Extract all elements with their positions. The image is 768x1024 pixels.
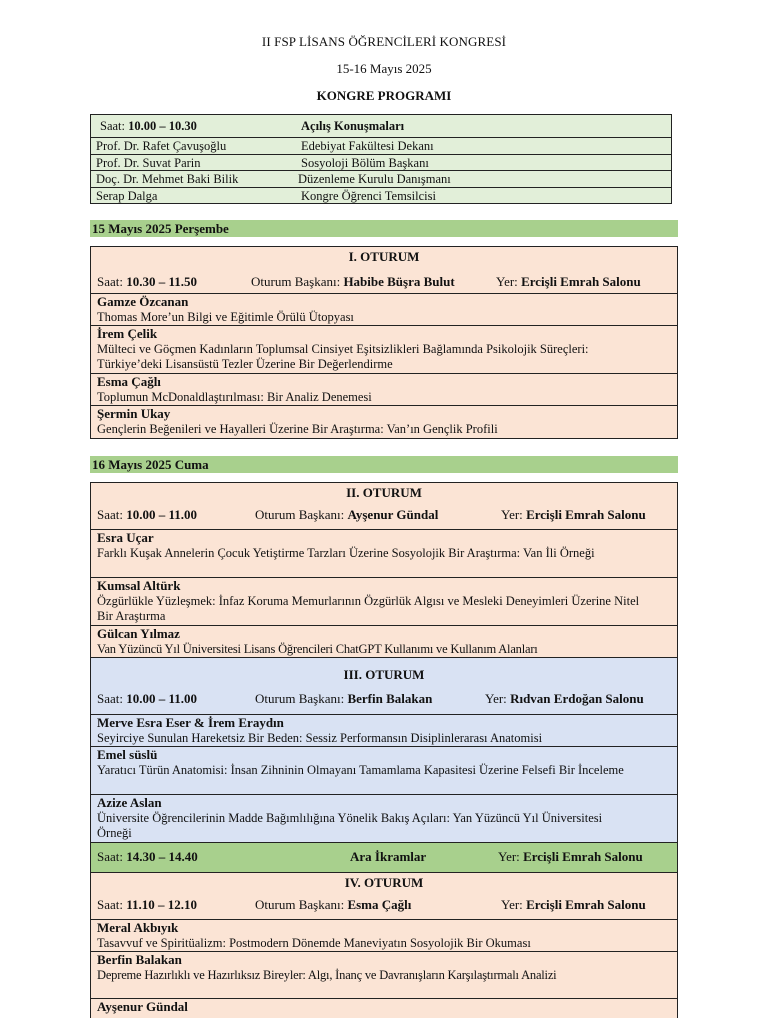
paper-author: Esma Çağlı xyxy=(97,374,161,389)
break-time: 14.30 – 14.40 xyxy=(126,849,198,864)
speaker-row xyxy=(91,154,671,171)
session-time: 10.30 – 11.50 xyxy=(126,274,198,289)
session-meta xyxy=(91,682,677,714)
session-1 xyxy=(90,246,678,439)
time-label: Saat: xyxy=(97,691,123,706)
session-title: I. OTURUM xyxy=(348,249,420,264)
session-meta xyxy=(91,266,677,293)
session-title: IV. OTURUM xyxy=(344,875,424,890)
paper-title: Üniversite Öğrencilerinin Madde Bağımlılığına Yönelik Bakış Açıları: Yan Yüzüncü Yıl Üniversitesi Örneği xyxy=(97,810,603,840)
paper-item xyxy=(91,405,677,437)
time-label: Saat: xyxy=(100,119,125,133)
speaker-role: Düzenleme Kurulu Danışmanı xyxy=(298,172,451,186)
day-bar-2: 16 Mayıs 2025 Cuma xyxy=(90,456,678,473)
place-label: Yer: xyxy=(501,507,523,522)
speaker-role: Kongre Öğrenci Temsilcisi xyxy=(301,188,436,203)
chair-label: Oturum Başkanı: xyxy=(255,507,345,522)
session-title: III. OTURUM xyxy=(343,667,425,682)
break-row xyxy=(91,842,677,872)
session-chair: Berfin Balakan xyxy=(347,691,433,706)
paper-item xyxy=(91,998,677,1018)
speaker-name: Prof. Dr. Rafet Çavuşoğlu xyxy=(96,139,227,153)
speaker-name: Prof. Dr. Suvat Parin xyxy=(96,155,201,170)
session-chair: Ayşenur Gündal xyxy=(347,507,439,522)
chair-label: Oturum Başkanı: xyxy=(251,274,341,289)
paper-title: Depreme Hazırlıklı ve Hazırlıksız Bireyler: Algı, İnanç ve Davranışların Karşılaştırmalı Analizi xyxy=(97,967,557,982)
session-chair: Habibe Büşra Bulut xyxy=(343,274,455,289)
paper-title: Farklı Kuşak Annelerin Çocuk Yetiştirme Tarzları Üzerine Sosyolojik Bir Araştırma: Van İli Örneği xyxy=(97,545,595,560)
session-place: Ercişli Emrah Salonu xyxy=(526,507,646,522)
speaker-role: Edebiyat Fakültesi Dekanı xyxy=(301,139,434,153)
speaker-row xyxy=(91,187,671,204)
paper-author: Berfin Balakan xyxy=(97,952,182,967)
break-meta xyxy=(91,843,677,871)
session-2 xyxy=(91,483,677,657)
paper-title: Seyirciye Sunulan Hareketsiz Bir Beden: Sessiz Performansın Disiplinlerarası Anatomisi xyxy=(97,730,543,745)
paper-author: Ayşenur Gündal xyxy=(97,999,188,1014)
time-label: Saat: xyxy=(97,849,123,864)
paper-title: Yaratıcı Türün Anatomisi: İnsan Zihninin Olmayanı Tamamlama Kapasitesi Üzerine Felsefi Bir İnceleme xyxy=(97,762,624,777)
paper-author: Meral Akbıyık xyxy=(97,920,179,935)
paper-title: Özgürlükle Yüzleşmek: İnfaz Koruma Memurlarının Özgürlük Algısı ve Mesleki Deneyimleri Üzerine Nitel Bir Araştırma xyxy=(97,593,640,623)
paper-author: Emel süslü xyxy=(97,747,158,762)
place-label: Yer: xyxy=(498,849,520,864)
paper-author: İrem Çelik xyxy=(97,326,158,341)
paper-author: Gülcan Yılmaz xyxy=(97,626,180,641)
session-time: 11.10 – 12.10 xyxy=(126,897,198,912)
session-place: Rıdvan Erdoğan Salonu xyxy=(510,691,644,706)
chair-label: Oturum Başkanı: xyxy=(255,897,345,912)
time-label: Saat: xyxy=(97,507,123,522)
paper-item xyxy=(91,794,677,842)
paper-title: Gençlerin Beğenileri ve Hayalleri Üzerine Bir Araştırma: Van’ın Gençlik Profili xyxy=(97,421,498,436)
paper-title: Thomas More’un Bilgi ve Eğitimle Örülü Ütopyası xyxy=(97,309,354,324)
paper-title: Toplumun McDonaldlaştırılması: Bir Analiz Denemesi xyxy=(97,389,372,404)
place-label: Yer: xyxy=(496,274,518,289)
session-meta xyxy=(91,502,677,529)
paper-author: Esra Uçar xyxy=(97,530,154,545)
paper-item xyxy=(91,529,677,577)
session-place: Ercişli Emrah Salonu xyxy=(526,897,646,912)
paper-item xyxy=(91,625,677,657)
paper-title: Tasavvuf ve Spiritüalizm: Postmodern Dönemde Maneviyatın Sosyolojik Bir Okuması xyxy=(97,935,531,950)
speaker-row xyxy=(91,137,671,154)
session-3 xyxy=(91,657,677,842)
session-chair: Esma Çağlı xyxy=(347,897,412,912)
session-time: 10.00 – 11.00 xyxy=(126,691,198,706)
opening-header-row xyxy=(91,115,671,137)
time-label: Saat: xyxy=(97,274,123,289)
opening-time: 10.00 – 10.30 xyxy=(128,119,197,133)
session-4 xyxy=(91,872,677,1018)
place-label: Yer: xyxy=(501,897,523,912)
break-place: Ercişli Emrah Salonu xyxy=(523,849,643,864)
session-meta xyxy=(91,892,677,919)
speaker-role: Sosyoloji Bölüm Başkanı xyxy=(301,155,429,170)
paper-author: Kumsal Altürk xyxy=(97,578,181,593)
time-label: Saat: xyxy=(97,897,123,912)
congress-dates: 15-16 Mayıs 2025 xyxy=(336,61,432,76)
paper-item xyxy=(91,951,677,998)
paper-author: Gamze Özcanan xyxy=(97,294,189,309)
opening-table xyxy=(90,114,672,204)
day2-sessions xyxy=(90,482,678,1018)
program-heading: KONGRE PROGRAMI xyxy=(316,88,452,103)
paper-item xyxy=(91,373,677,405)
day-bar-1: 15 Mayıs 2025 Perşembe xyxy=(90,220,678,237)
speaker-name: Serap Dalga xyxy=(96,188,158,203)
paper-title: Van Yüzüncü Yıl Üniversitesi Lisans Öğrencileri ChatGPT Kullanımı ve Kullanım Alanları xyxy=(97,641,538,656)
chair-label: Oturum Başkanı: xyxy=(255,691,345,706)
paper-author: Merve Esra Eser & İrem Eraydın xyxy=(97,715,284,730)
paper-item xyxy=(91,325,677,373)
break-title: Ara İkramlar xyxy=(350,849,427,864)
paper-item xyxy=(91,714,677,746)
congress-title: II FSP LİSANS ÖĞRENCİLERİ KONGRESİ xyxy=(261,34,507,49)
place-label: Yer: xyxy=(485,691,507,706)
paper-item xyxy=(91,577,677,625)
session-time: 10.00 – 11.00 xyxy=(126,507,198,522)
paper-title: Mülteci ve Göçmen Kadınların Toplumsal Cinsiyet Eşitsizlikleri Bağlamında Psikolojik Süreçleri: Türkiye’deki Lisansüstü Tezler Üzerine Bir Değerlendirme xyxy=(97,341,589,371)
paper-item xyxy=(91,919,677,951)
speaker-name: Doç. Dr. Mehmet Baki Bilik xyxy=(96,172,239,186)
speaker-row xyxy=(91,170,671,187)
session-title: II. OTURUM xyxy=(346,485,422,500)
paper-item xyxy=(91,746,677,794)
paper-item xyxy=(91,293,677,325)
session-place: Ercişli Emrah Salonu xyxy=(521,274,641,289)
paper-author: Azize Aslan xyxy=(97,795,162,810)
paper-author: Şermin Ukay xyxy=(97,406,171,421)
opening-title: Açılış Konuşmaları xyxy=(301,119,405,133)
